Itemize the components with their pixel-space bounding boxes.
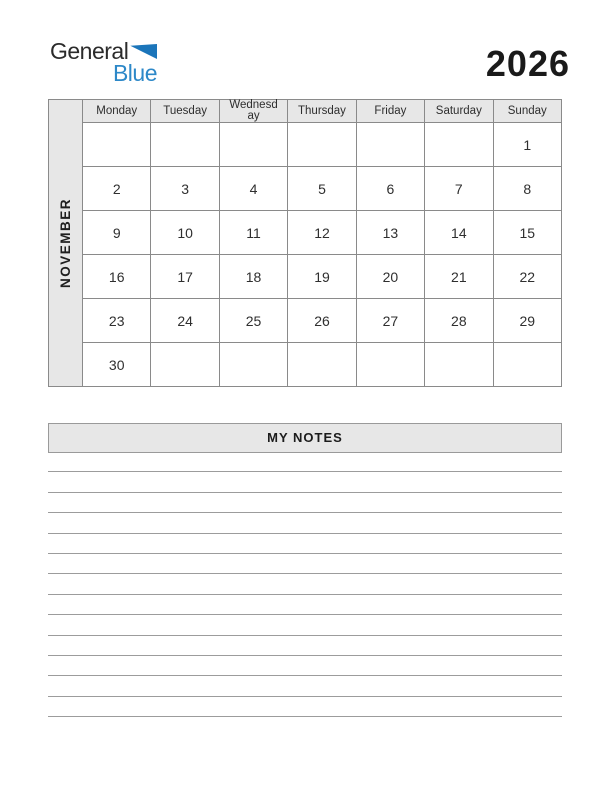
month-column: [49, 100, 83, 387]
empty-day-cell: [83, 123, 151, 167]
week-row: [49, 211, 562, 255]
week-row: [49, 167, 562, 211]
empty-day-cell: [425, 343, 493, 387]
day-cell: 25: [219, 299, 287, 343]
day-cell: 22: [493, 255, 561, 299]
day-header-saturday: [425, 100, 493, 123]
day-cell: 18: [219, 255, 287, 299]
day-header-row: [49, 100, 562, 123]
note-line: [48, 513, 562, 533]
empty-day-cell: [288, 343, 356, 387]
empty-day-cell: [151, 343, 219, 387]
note-line: [48, 554, 562, 574]
day-header-sunday: [493, 100, 561, 123]
note-line: [48, 615, 562, 635]
day-header-label: Tuesday: [163, 105, 207, 117]
day-header-thursday: [288, 100, 356, 123]
day-cell: 17: [151, 255, 219, 299]
note-line: [48, 697, 562, 717]
day-header-wednesday: [219, 100, 287, 123]
day-cell: 11: [219, 211, 287, 255]
month-label: NOVEMBER: [58, 197, 73, 288]
notes-section-header: [48, 423, 562, 453]
week-row: [49, 343, 562, 387]
empty-day-cell: [425, 123, 493, 167]
day-header-label: Thursday: [298, 105, 346, 117]
day-cell: 6: [356, 167, 424, 211]
logo-text-general: General: [50, 38, 129, 64]
logo-triangle-icon: [130, 44, 157, 59]
note-line: [48, 472, 562, 492]
day-cell: 23: [83, 299, 151, 343]
day-cell: 30: [83, 343, 151, 387]
empty-day-cell: [356, 123, 424, 167]
day-cell: 14: [425, 211, 493, 255]
day-header-label: Friday: [374, 105, 407, 117]
logo-text-blue: Blue: [112, 60, 157, 86]
general-blue-logo: [50, 40, 157, 84]
day-cell: 12: [288, 211, 356, 255]
notes-title: MY NOTES: [267, 430, 343, 445]
day-cell: 24: [151, 299, 219, 343]
day-cell: 8: [493, 167, 561, 211]
note-line: [48, 636, 562, 656]
day-cell: 13: [356, 211, 424, 255]
day-header-label: Wednesday: [229, 99, 278, 122]
day-cell: 26: [288, 299, 356, 343]
day-cell: 15: [493, 211, 561, 255]
year-label: 2026: [485, 43, 570, 84]
week-row: [49, 299, 562, 343]
notes-ruled-lines: [48, 452, 562, 717]
empty-day-cell: [219, 123, 287, 167]
day-header-monday: [83, 100, 151, 123]
calendar-table: [48, 99, 562, 387]
day-cell: 21: [425, 255, 493, 299]
day-cell: 9: [83, 211, 151, 255]
empty-day-cell: [356, 343, 424, 387]
day-header-friday: [356, 100, 424, 123]
empty-day-cell: [288, 123, 356, 167]
note-line: [48, 656, 562, 676]
day-header-label: Sunday: [507, 105, 547, 117]
note-line: [48, 574, 562, 594]
day-cell: 1: [493, 123, 561, 167]
empty-day-cell: [219, 343, 287, 387]
note-line: [48, 452, 562, 472]
day-cell: 19: [288, 255, 356, 299]
empty-day-cell: [493, 343, 561, 387]
day-header-label: Monday: [96, 105, 138, 117]
day-cell: 3: [151, 167, 219, 211]
note-line: [48, 493, 562, 513]
note-line: [48, 676, 562, 696]
day-cell: 10: [151, 211, 219, 255]
day-cell: 28: [425, 299, 493, 343]
day-cell: 20: [356, 255, 424, 299]
day-cell: 2: [83, 167, 151, 211]
day-header-tuesday: [151, 100, 219, 123]
day-cell: 4: [219, 167, 287, 211]
day-cell: 29: [493, 299, 561, 343]
day-cell: 7: [425, 167, 493, 211]
day-header-label: Saturday: [435, 105, 482, 117]
week-row: [49, 255, 562, 299]
note-line: [48, 534, 562, 554]
week-row: [49, 123, 562, 167]
day-cell: 27: [356, 299, 424, 343]
note-line: [48, 595, 562, 615]
day-cell: 16: [83, 255, 151, 299]
empty-day-cell: [151, 123, 219, 167]
day-cell: 5: [288, 167, 356, 211]
